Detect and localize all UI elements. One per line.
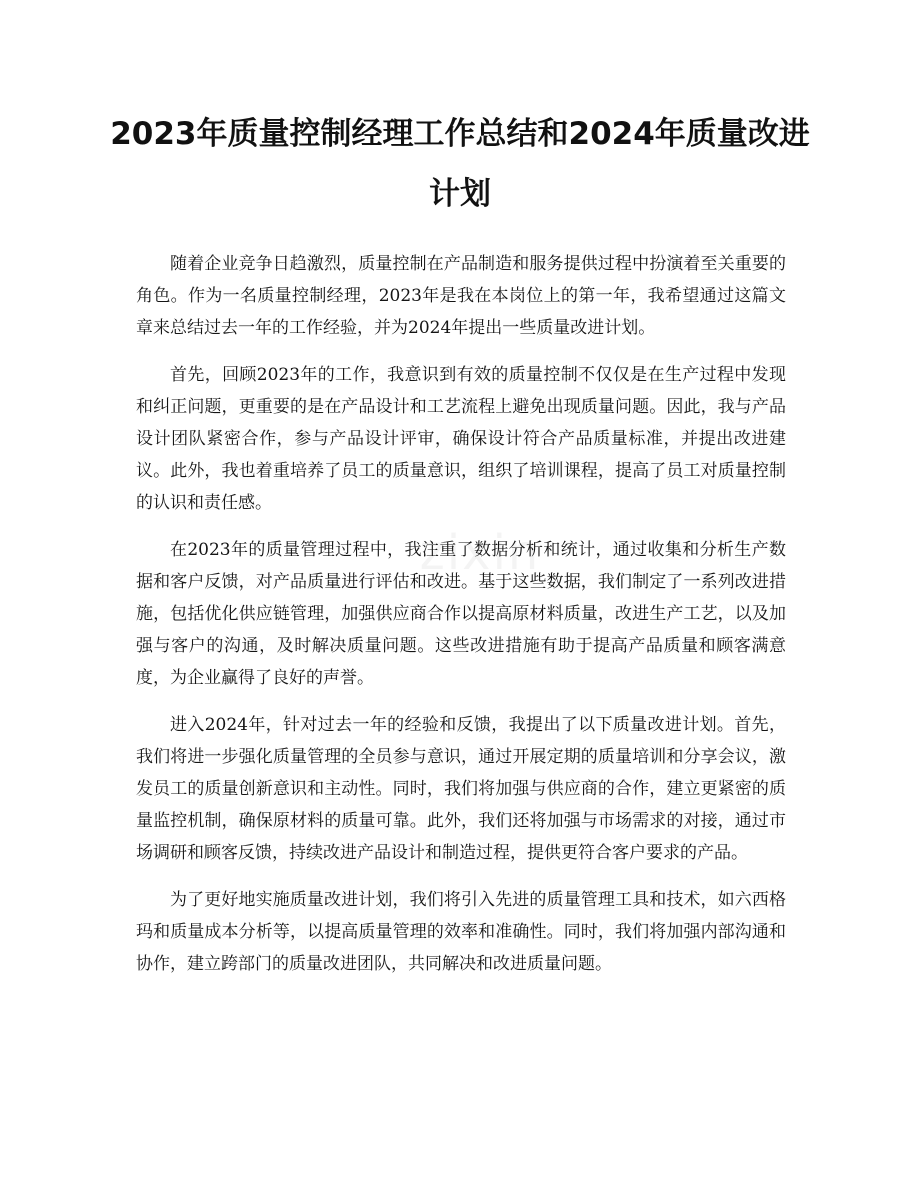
document-title: 2023年质量控制经理工作总结和2024年质量改进计划 <box>110 116 810 212</box>
paragraph-2: 首先，回顾2023年的工作，我意识到有效的质量控制不仅仅是在生产过程中发现和纠正问题，更重要的是在产品设计和工艺流程上避免出现质量问题。因此，我与产品设计团队紧密合作，参与产品设计评审，确保设计符合产品质量标准，并提出改进建议。此外，我也着重培养了员工的质量意识，组织了培训课程，提高了员工对质量控制的认识和责任感。 <box>136 365 786 513</box>
paragraph-5: 为了更好地实施质量改进计划，我们将引入先进的质量管理工具和技术，如六西格玛和质量成本分析等，以提高质量管理的效率和准确性。同时，我们将加强内部沟通和协作，建立跨部门的质量改进团队，共同解决和改进质量问题。 <box>136 890 786 974</box>
paragraph-4: 进入2024年，针对过去一年的经验和反馈，我提出了以下质量改进计划。首先，我们将进一步强化质量管理的全员参与意识，通过开展定期的质量培训和分享会议，激发员工的质量创新意识和主动性。同时，我们将加强与供应商的合作，建立更紧密的质量监控机制，确保原材料的质量可靠。此外，我们还将加强与市场需求的对接，通过市场调研和顾客反馈，持续改进产品设计和制造过程，提供更符合客户要求的产品。 <box>136 715 786 863</box>
paragraph-3: 在2023年的质量管理过程中，我注重了数据分析和统计，通过收集和分析生产数据和客户反馈，对产品质量进行评估和改进。基于这些数据，我们制定了一系列改进措施，包括优化供应链管理，加强供应商合作以提高原材料质量，改进生产工艺，以及加强与客户的沟通，及时解决质量问题。这些改进措施有助于提高产品质量和顾客满意度，为企业赢得了良好的声誉。 <box>136 540 786 688</box>
paragraph-1: 随着企业竞争日趋激烈，质量控制在产品制造和服务提供过程中扮演着至关重要的角色。作为一名质量控制经理，2023年是我在本岗位上的第一年，我希望通过这篇文章来总结过去一年的工作经验，并为2024年提出一些质量改进计划。 <box>136 254 786 338</box>
document-body <box>136 248 786 995</box>
